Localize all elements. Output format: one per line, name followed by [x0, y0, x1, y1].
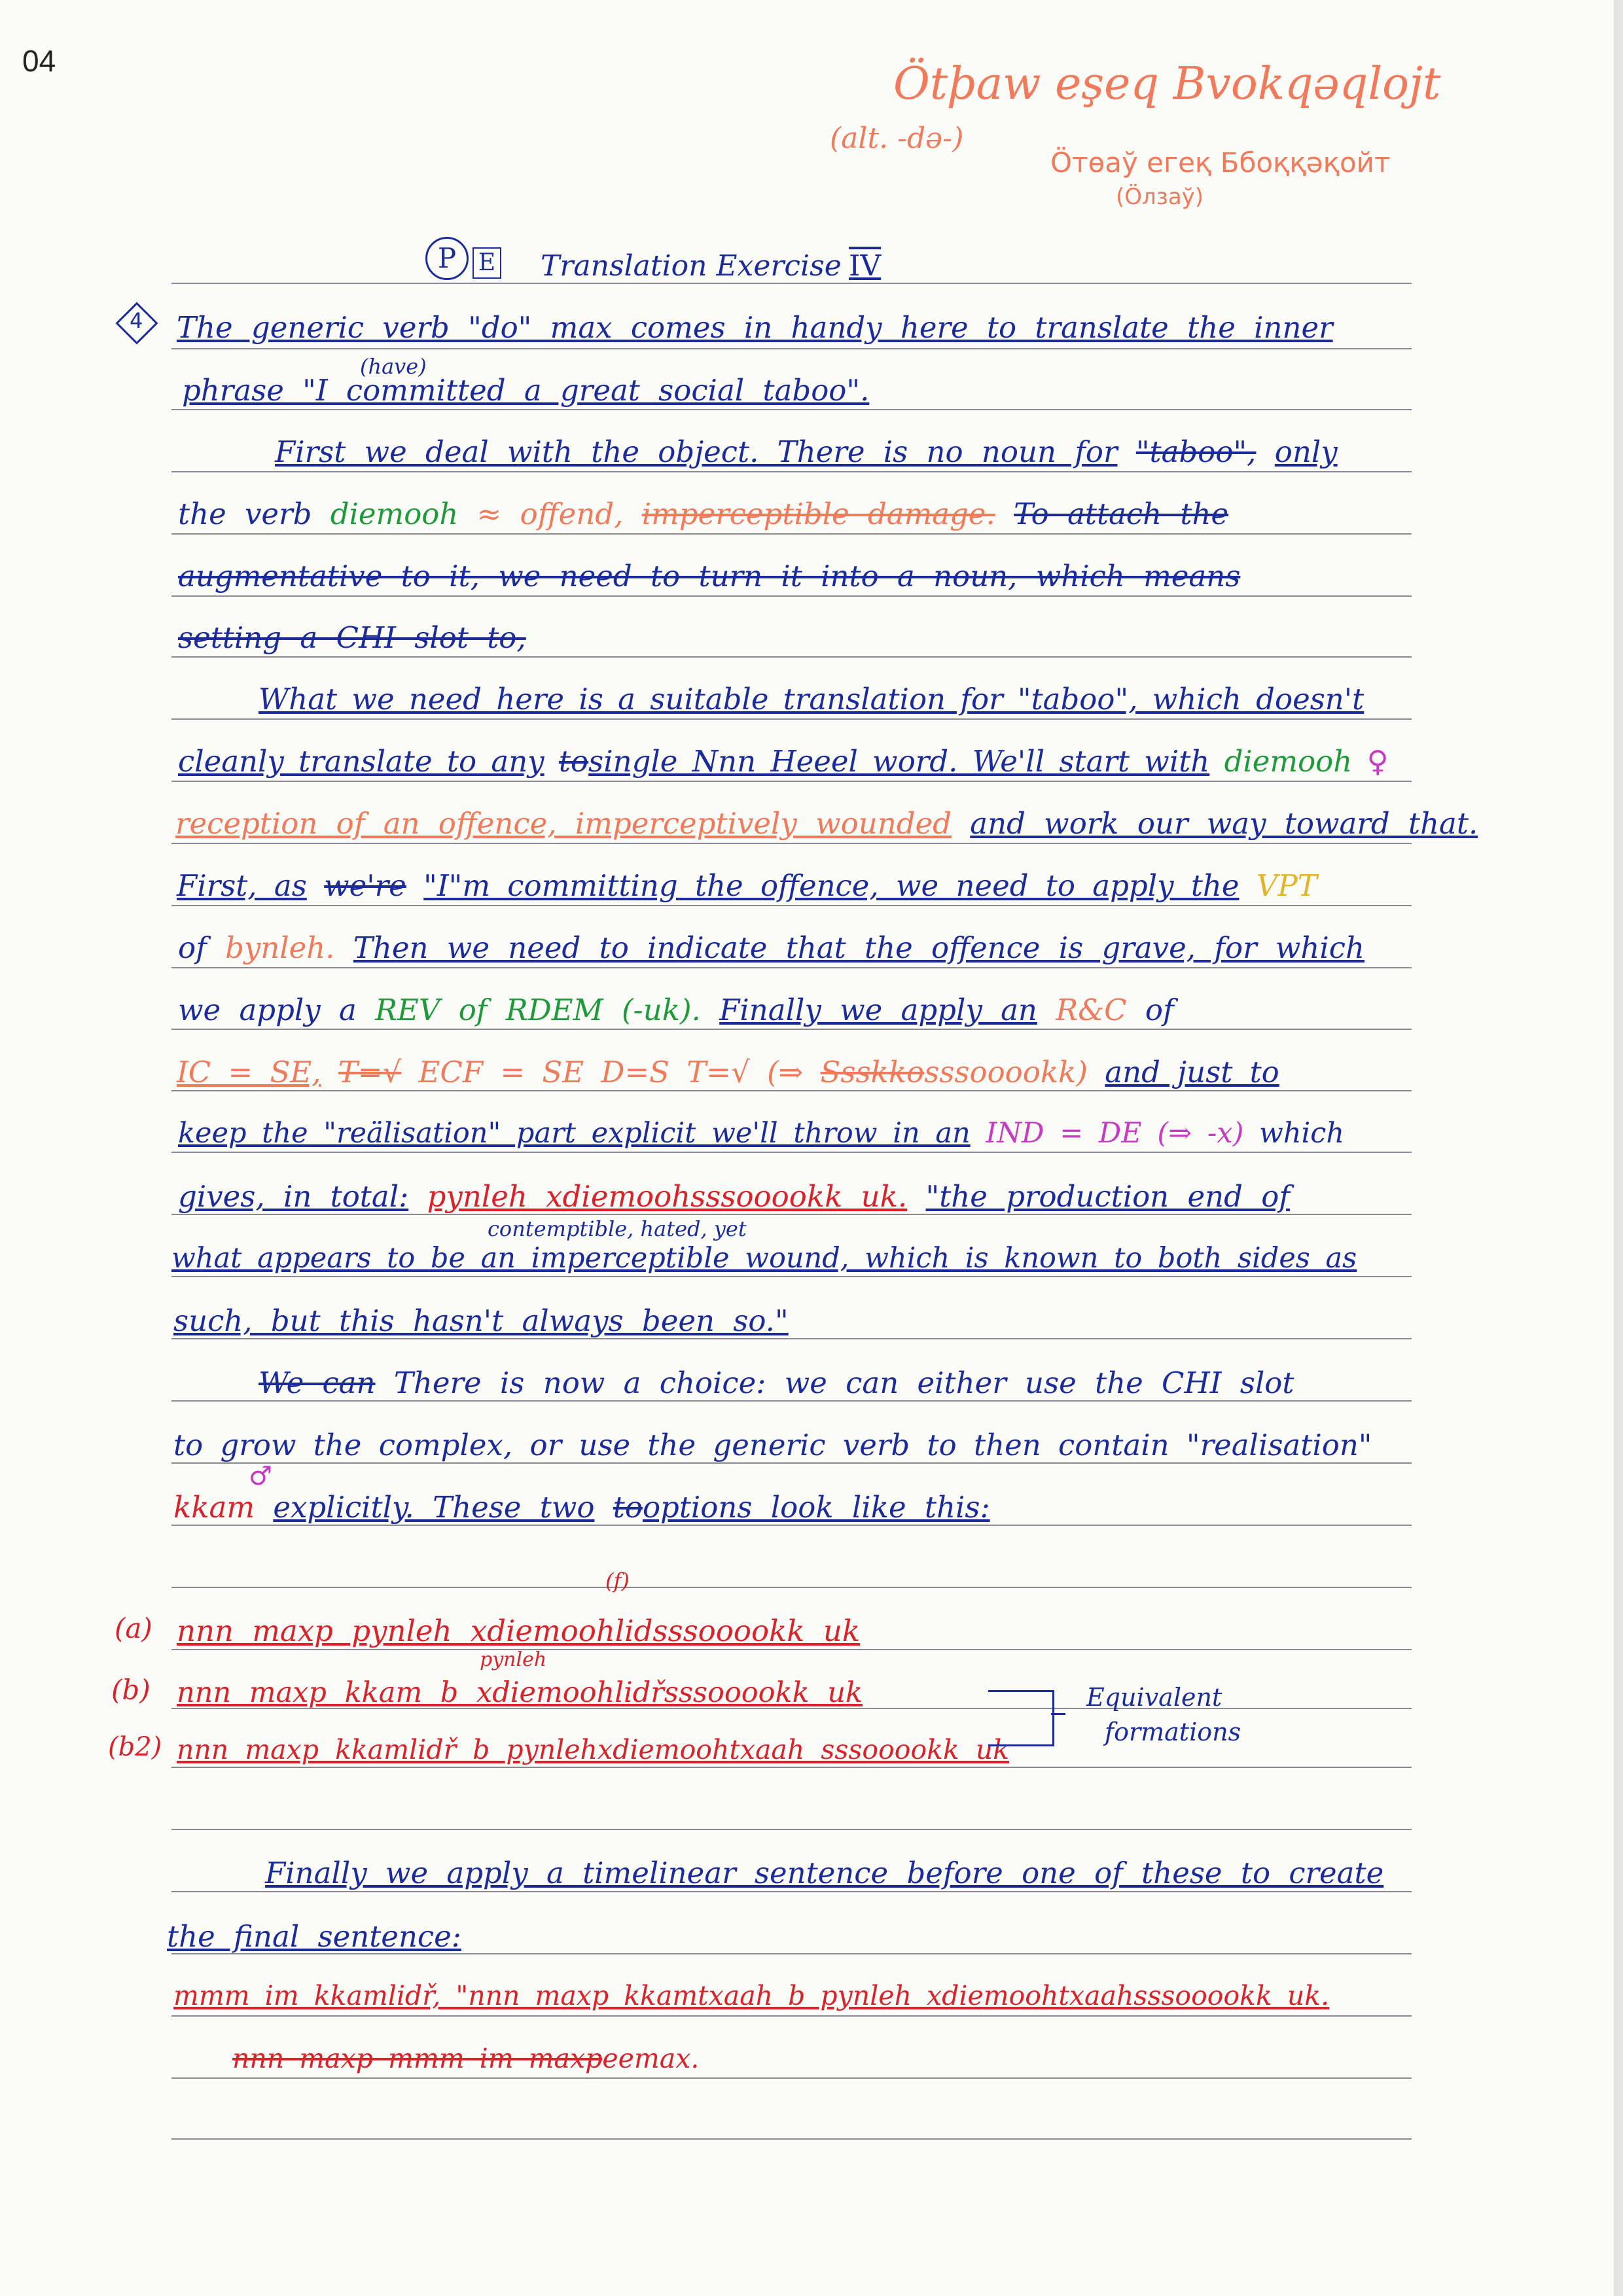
example-f-note: (f): [605, 1568, 630, 1593]
text-run: we apply a: [178, 993, 357, 1027]
text-run-struck: to: [613, 1490, 643, 1525]
final-sentence: mmm im kkamlidř, "nnn maxp kkamtxaah b pynleh xdiemoohtxaahsssooookk uk.: [173, 1980, 1330, 2011]
rule-line: [171, 2015, 1412, 2017]
text-run: and work our way toward that.: [970, 806, 1478, 841]
text-run: the verb: [178, 497, 312, 531]
text-run: Finally we apply an: [719, 993, 1037, 1027]
rule-line: [171, 2138, 1412, 2140]
rule-line: [171, 656, 1412, 658]
rule-line: [171, 1152, 1412, 1153]
title-box-e: E: [473, 247, 501, 279]
paragraph-line: augmentative to it, we need to turn it into a noun, which means: [178, 559, 1241, 593]
text-run-struck: Ssskko: [820, 1055, 925, 1089]
rule-line: [171, 471, 1412, 472]
text-run: and just to: [1105, 1055, 1279, 1089]
text-run: gives, in total:: [178, 1179, 409, 1214]
female-symbol: ♀: [1366, 744, 1389, 779]
text-run-struck: to: [558, 744, 589, 779]
text-segment: [175, 806, 1478, 841]
text-run-struck: imperceptible damage.: [641, 497, 995, 531]
rule-line: [171, 1214, 1412, 1215]
rule-line: [171, 1525, 1412, 1526]
rule-line: [171, 283, 1412, 284]
page-edge: [1614, 0, 1623, 2296]
text-run: cleanly translate to any: [178, 744, 544, 779]
bracket-note-line1: Equivalent: [1086, 1683, 1222, 1712]
text-run-struck: We can: [259, 1366, 376, 1400]
text-segment: [177, 868, 1317, 903]
equivalence-bracket-tick: [1051, 1713, 1065, 1715]
rule-line: [171, 781, 1412, 782]
header-cyrillic-alt: (Ӧлзаў): [1116, 184, 1204, 210]
header-alt-note: (alt. -dǝ-): [830, 122, 964, 155]
text-segment: [178, 995, 1174, 1025]
male-symbol: ♂: [249, 1461, 272, 1491]
caret-note: (have): [360, 354, 427, 379]
rule-line: [171, 1891, 1412, 1892]
example-a-text: nnn maxp pynleh xdiemoohlidsssooookk uk: [177, 1614, 861, 1648]
text-run: single Nnn Heeel word. We'll start with: [588, 744, 1210, 779]
example-b2-label: (b2): [108, 1732, 162, 1762]
text-segment: [177, 1057, 1279, 1087]
rule-line: [171, 1462, 1412, 1464]
text-run-struck: "taboo",: [1135, 434, 1257, 469]
text-run: of: [1145, 993, 1174, 1027]
rule-line: [171, 1276, 1412, 1277]
text-run: options look like this:: [642, 1490, 990, 1525]
header-title-cyrillic: Ӧтөаў егеқ Ббоққәқойт: [1050, 147, 1391, 179]
paragraph-line: such, but this hasn't always been so.": [173, 1303, 789, 1338]
rule-line: [171, 1029, 1412, 1030]
text-run: pynleh xdiemoohsssooookk uk.: [427, 1179, 908, 1214]
example-a-label: (a): [115, 1612, 152, 1644]
text-run: which: [1259, 1117, 1345, 1150]
paragraph-line: setting a CHI slot to,: [178, 620, 526, 655]
text-run: sssooookk): [924, 1055, 1088, 1089]
text-run: "the production end of: [925, 1179, 1290, 1214]
text-run: First we deal with the object. There is no noun for: [275, 434, 1118, 469]
paragraph-line: to grow the complex, or use the generic verb to then contain "realisation": [173, 1428, 1372, 1462]
rule-line: [171, 1090, 1412, 1091]
text-segment: [178, 1117, 1345, 1150]
rule-line: [171, 348, 1412, 349]
rule-line: [171, 905, 1412, 906]
title-circle-p: P: [425, 237, 469, 280]
text-run: RDEM: [505, 993, 603, 1027]
text-segment: [173, 1490, 990, 1525]
rule-line: [171, 1400, 1412, 1402]
text-run: REV: [375, 993, 440, 1027]
text-run: IND = DE (⇒ -x): [986, 1117, 1244, 1150]
example-b-label: (b): [111, 1674, 151, 1706]
text-run-struck: T=√: [338, 1055, 402, 1089]
text-run: kkam: [173, 1490, 255, 1525]
text-segment: [178, 1179, 1290, 1214]
text-segment: [178, 744, 1389, 779]
equivalence-bracket: [988, 1690, 1054, 1746]
paragraph-line: What we need here is a suitable translation for "taboo", which doesn't: [259, 682, 1364, 716]
text-segment: [259, 1368, 1294, 1398]
header-title-latin: Ötþaw eşeq Bvokqəqlojt: [893, 58, 1441, 110]
text-run: ≈ offend,: [476, 497, 624, 531]
text-run: First, as: [177, 868, 307, 903]
caret-note: contemptible, hated, yet: [488, 1216, 747, 1241]
rule-line: [171, 843, 1412, 844]
text-run: reception of an offence, imperceptively wounded: [175, 806, 952, 841]
text-run: of: [178, 930, 207, 965]
paragraph-line: Finally we apply a timelinear sentence before one of these to create: [265, 1856, 1384, 1890]
text-run: bynleh.: [225, 930, 335, 965]
text-run: keep the "reälisation" part explicit we'll throw in an: [178, 1117, 971, 1150]
text-run: IC = SE,: [177, 1055, 321, 1089]
paragraph-line: what appears to be an imperceptible wound, which is known to both sides as: [171, 1242, 1357, 1275]
bracket-note-line2: formations: [1105, 1718, 1241, 1746]
text-run: R&C: [1056, 993, 1127, 1027]
text-run: of: [458, 993, 488, 1027]
rule-line: [171, 1338, 1412, 1339]
text-run: VPT: [1256, 868, 1317, 903]
text-run-struck: To attach the: [1014, 497, 1229, 531]
rule-line: [171, 718, 1412, 720]
text-segment: [178, 499, 1228, 529]
text-run: diemooh: [330, 497, 459, 531]
paragraph-line: the final sentence:: [167, 1919, 461, 1954]
rule-line: [171, 533, 1412, 535]
text-run: ECF = SE D=S T=√ (⇒: [418, 1055, 804, 1089]
rule-line: [171, 595, 1412, 597]
rule-line: [171, 1829, 1412, 1830]
rule-line: [171, 967, 1412, 968]
rule-line: [171, 1767, 1412, 1768]
text-run: Then we need to indicate that the offence is grave, for which: [353, 930, 1364, 965]
rule-line: [171, 2077, 1412, 2079]
example-b2-text: nnn maxp kkamlidř b pynlehxdiemoohtxaah sssooookk uk: [177, 1734, 1010, 1765]
text-run: (-uk).: [621, 993, 701, 1027]
text-run: only: [1274, 434, 1338, 469]
example-b-note: pynleh: [480, 1648, 547, 1671]
example-b-text: nnn maxp kkam b xdiemoohlidřsssooookk uk: [177, 1676, 863, 1709]
title-label: Translation Exercise: [541, 249, 842, 283]
rule-line: [171, 1587, 1412, 1588]
text-segment: [178, 930, 1364, 965]
text-run: explicitly. These two: [273, 1490, 595, 1525]
struck-sentence: [232, 2045, 699, 2072]
item-marker-number: 4: [130, 308, 143, 333]
paragraph-line: The generic verb "do" max comes in handy here to translate the inner: [177, 310, 1333, 345]
text-run: diemooh: [1224, 744, 1353, 779]
rule-line: [171, 409, 1412, 410]
title-numeral: IV: [849, 249, 882, 283]
text-run-struck: nnn maxp mmm im maxp: [232, 2043, 603, 2074]
page-number: 04: [22, 44, 56, 78]
text-run: There is now a choice: we can either use the CHI slot: [393, 1366, 1294, 1400]
text-run: eemax.: [602, 2043, 700, 2074]
rule-line: [171, 1649, 1412, 1650]
text-run: "I"m committing the offence, we need to apply the: [423, 868, 1240, 903]
paragraph-line: phrase "I committed a great social taboo".: [182, 373, 870, 408]
text-segment: [275, 434, 1338, 469]
text-run-struck: we're: [324, 868, 406, 903]
